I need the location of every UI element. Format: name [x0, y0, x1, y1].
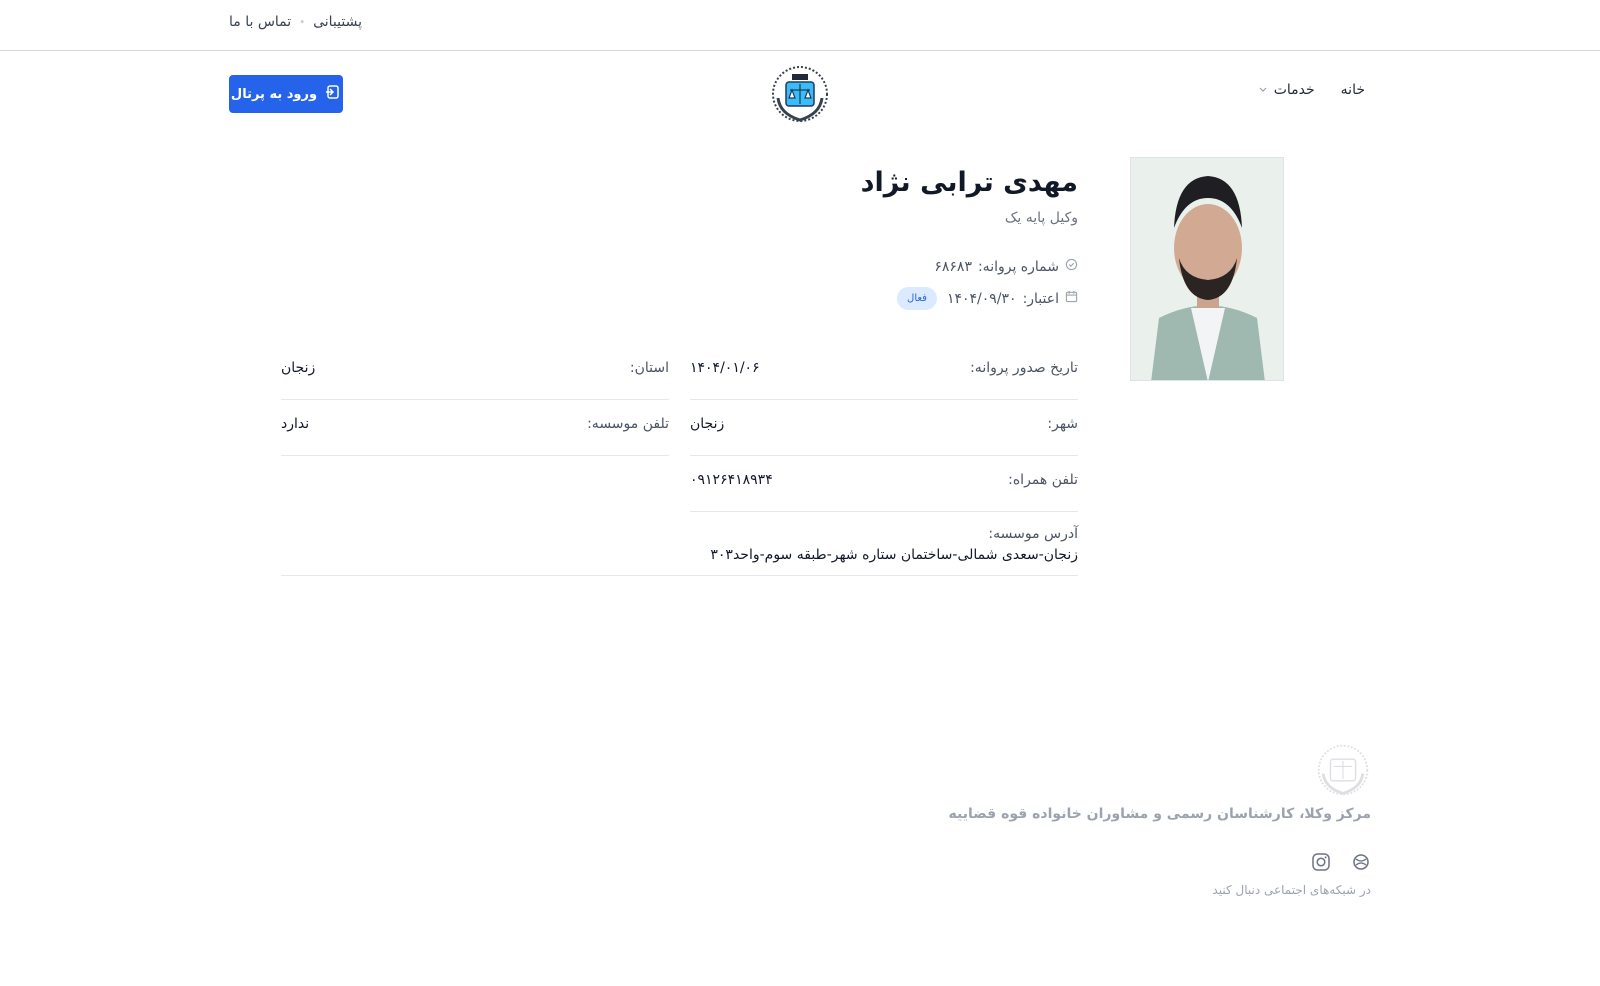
field-office-phone	[281, 416, 669, 456]
field-value: ندارد	[281, 416, 310, 432]
field-label: شهر:	[1047, 416, 1078, 432]
top-bar	[0, 0, 1600, 51]
lawyer-title: وکیل پایه یک	[1004, 210, 1078, 226]
field-province	[281, 360, 669, 400]
field-label: تلفن همراه:	[1008, 472, 1078, 488]
field-city	[690, 416, 1078, 456]
field-label: تلفن موسسه:	[587, 416, 669, 432]
login-icon	[325, 84, 341, 104]
portal-login-button[interactable]	[229, 75, 343, 113]
field-address	[281, 526, 1078, 576]
status-badge: فعال	[897, 287, 937, 310]
field-mobile	[690, 472, 1078, 512]
portal-login-label: ورود به پرتال	[230, 86, 318, 102]
field-label: استان:	[629, 360, 669, 376]
validity-label: اعتبار:	[1022, 290, 1059, 307]
separator-dot: •	[299, 16, 306, 28]
calendar-icon	[1065, 290, 1078, 307]
judiciary-logo[interactable]	[770, 64, 830, 124]
field-value: زنجان	[690, 416, 725, 432]
footer-title: مرکز وکلا، کارشناسان رسمی و مشاوران خانواده قوه قضاییه	[948, 806, 1371, 822]
contact-link[interactable]: تماس با ما	[229, 14, 292, 30]
lawyer-name: مهدی ترابی نژاد	[860, 167, 1078, 198]
field-value: ۱۴۰۴/۰۱/۰۶	[690, 360, 760, 376]
check-circle-icon	[1065, 258, 1078, 275]
nav-home[interactable]: خانه	[1340, 82, 1365, 98]
license-number: ۶۸۶۸۳	[934, 258, 972, 275]
social-links	[1311, 852, 1371, 872]
instagram-icon[interactable]	[1311, 852, 1331, 872]
field-label: آدرس موسسه:	[988, 526, 1078, 542]
lawyer-photo	[1130, 157, 1284, 381]
license-label: شماره پروانه:	[977, 258, 1059, 275]
validity-date: ۱۴۰۴/۰۹/۳۰	[946, 290, 1017, 307]
field-value: ۰۹۱۲۶۴۱۸۹۳۴	[690, 472, 773, 488]
nav-services[interactable]	[1258, 82, 1315, 98]
follow-text: در شبکه‌های اجتماعی دنبال کنید	[1212, 883, 1371, 897]
nav-services-label: خدمات	[1273, 82, 1315, 98]
footer-logo	[1316, 742, 1370, 798]
field-label: تاریخ صدور پروانه:	[970, 360, 1078, 376]
validity-row	[897, 287, 1078, 310]
top-links	[229, 14, 362, 30]
field-value: زنجان	[281, 360, 316, 376]
license-row	[934, 258, 1078, 275]
field-value: زنجان-سعدی شمالی-ساختمان ستاره شهر-طبقه سوم-واحد۳۰۳	[710, 547, 1078, 563]
support-link[interactable]: پشتیبانی	[313, 14, 362, 30]
field-issue-date	[690, 360, 1078, 400]
main-nav	[1258, 82, 1365, 98]
social-network-icon[interactable]	[1351, 852, 1371, 872]
chevron-down-icon	[1258, 82, 1268, 98]
header	[0, 52, 1600, 132]
